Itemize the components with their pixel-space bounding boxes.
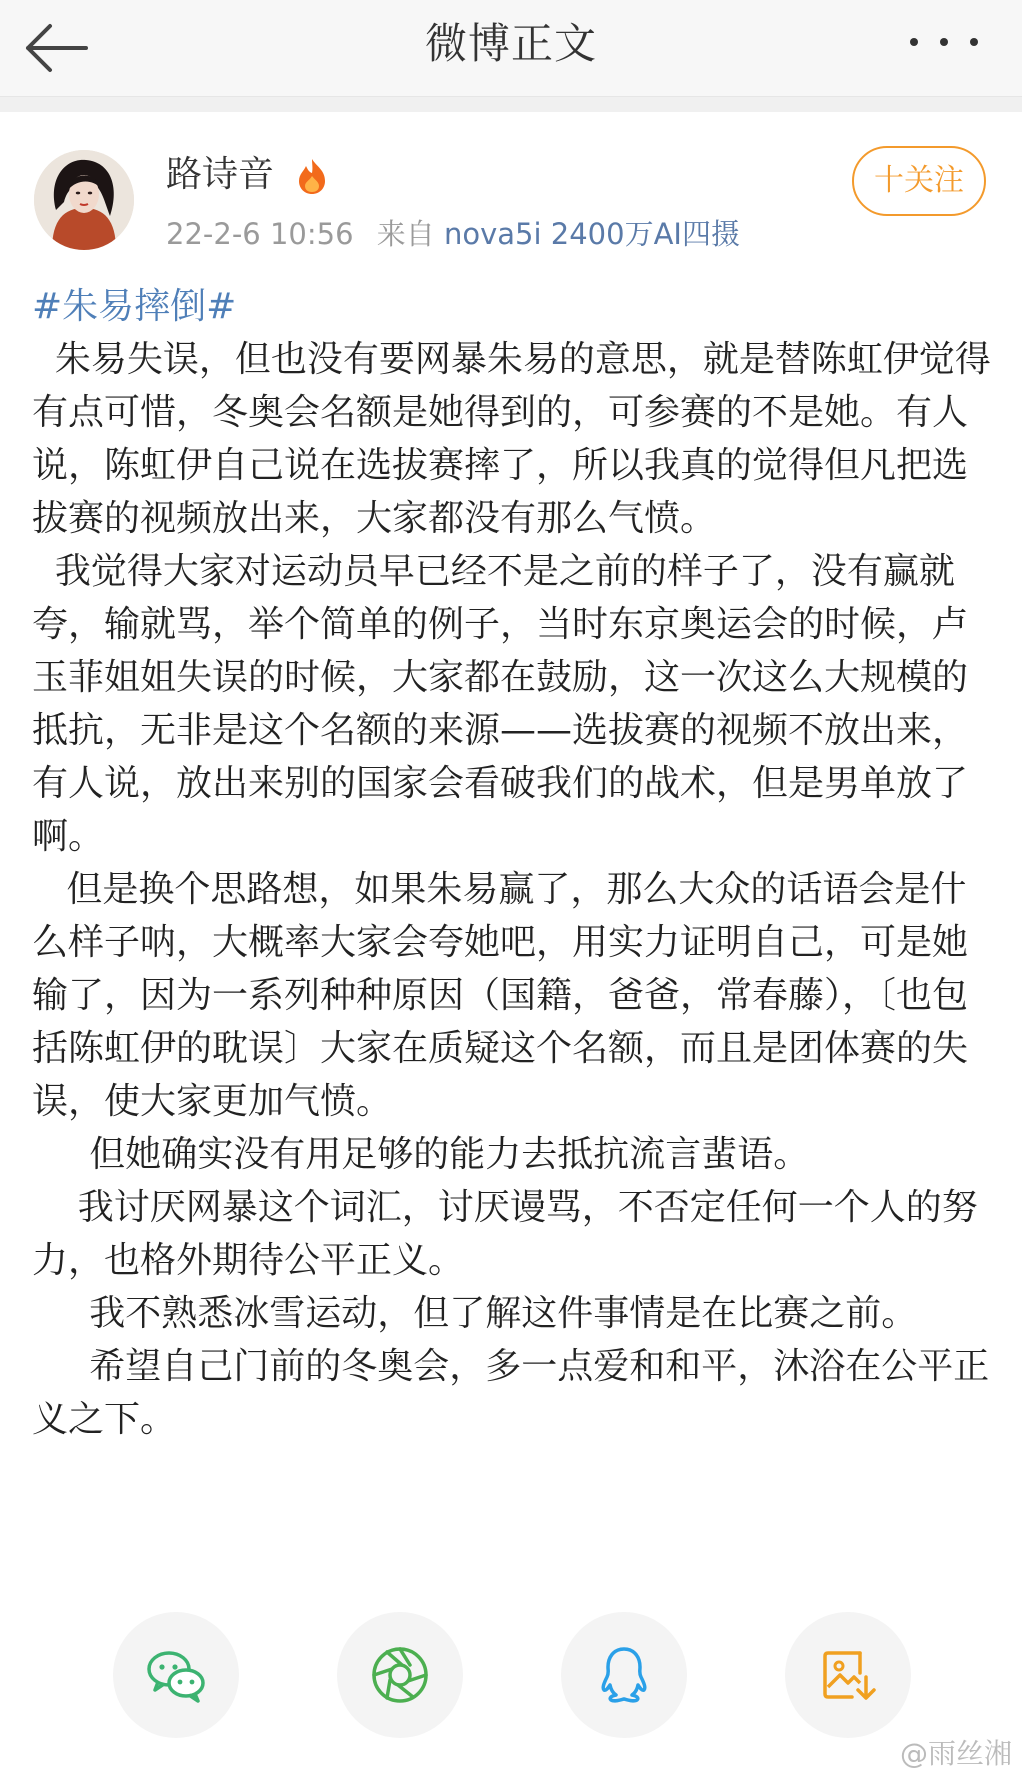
more-dots-icon [940,38,948,46]
watermark: @雨丝湘 [899,1737,1012,1770]
wechat-icon [144,1643,208,1707]
post-time: 22-2-6 10:56 [166,217,354,251]
page-title: 微博正文 [424,19,597,68]
share-row [0,1612,1022,1742]
header-divider [0,97,1022,112]
source-device[interactable]: nova5i 2400万AI四摄 [443,217,740,251]
fire-icon [292,156,332,196]
post-paragraph: 我觉得大家对运动员早已经不是之前的样子了，没有赢就夸，输就骂，举个简单的例子，当时东京奥运会的时候，卢玉菲姐姐失误的时候，大家都在鼓励，这一次这么大规模的抵抗，无非是这个名额的来源——选拔赛的视频不放出来，有人说，放出来别的国家会看破我们的战术，但是男单放了啊。 [32,551,969,857]
save-image-icon [816,1643,880,1707]
post-meta [166,212,740,256]
moments-icon [368,1643,432,1707]
post-paragraph: 我讨厌网暴这个词汇，讨厌谩骂，不否定任何一个人的努力，也格外期待公平正义。 [32,1187,978,1281]
top-nav-bar [0,0,1022,97]
qq-icon [592,1643,656,1707]
more-dots-icon [910,38,918,46]
post-paragraph: 朱易失误，但也没有要网暴朱易的意思，就是替陈虹伊觉得有点可惜，冬奥会名额是她得到的，可参赛的不是她。有人说，陈虹伊自己说在选拔赛摔了，所以我真的觉得但凡把选拔赛的视频放出来，大家都没有那么气愤。 [32,339,991,539]
more-button[interactable] [902,32,992,56]
share-wechat-button[interactable] [113,1612,239,1738]
post-paragraph: 但是换个思路想，如果朱易赢了，那么大众的话语会是什么样子呐，大概率大家会夸她吧，用实力证明自己，可是她输了，因为一系列种种原因（国籍，爸爸，常春藤），〔也包括陈虹伊的耽误〕大家在质疑这个名额，而且是团体赛的失误，使大家更加气愤。 [32,869,969,1122]
follow-button[interactable]: 十关注 [852,146,986,216]
save-image-button[interactable] [785,1612,911,1738]
more-dots-icon [970,38,978,46]
hashtag-link[interactable]: #朱易摔倒# [32,286,237,327]
author-name[interactable]: 路诗音 [166,154,275,195]
avatar-image [34,150,134,250]
post-paragraph: 但她确实没有用足够的能力去抵抗流言蜚语。 [32,1134,810,1175]
post-paragraph: 我不熟悉冰雪运动，但了解这件事情是在比赛之前。 [32,1293,918,1334]
share-moments-button[interactable] [337,1612,463,1738]
post-content [32,280,992,1446]
share-qq-button[interactable] [561,1612,687,1738]
avatar[interactable] [34,150,134,250]
post-paragraph: 希望自己门前的冬奥会，多一点爱和和平，沐浴在公平正义之下。 [32,1346,990,1440]
source-prefix: 来自 [376,217,435,251]
